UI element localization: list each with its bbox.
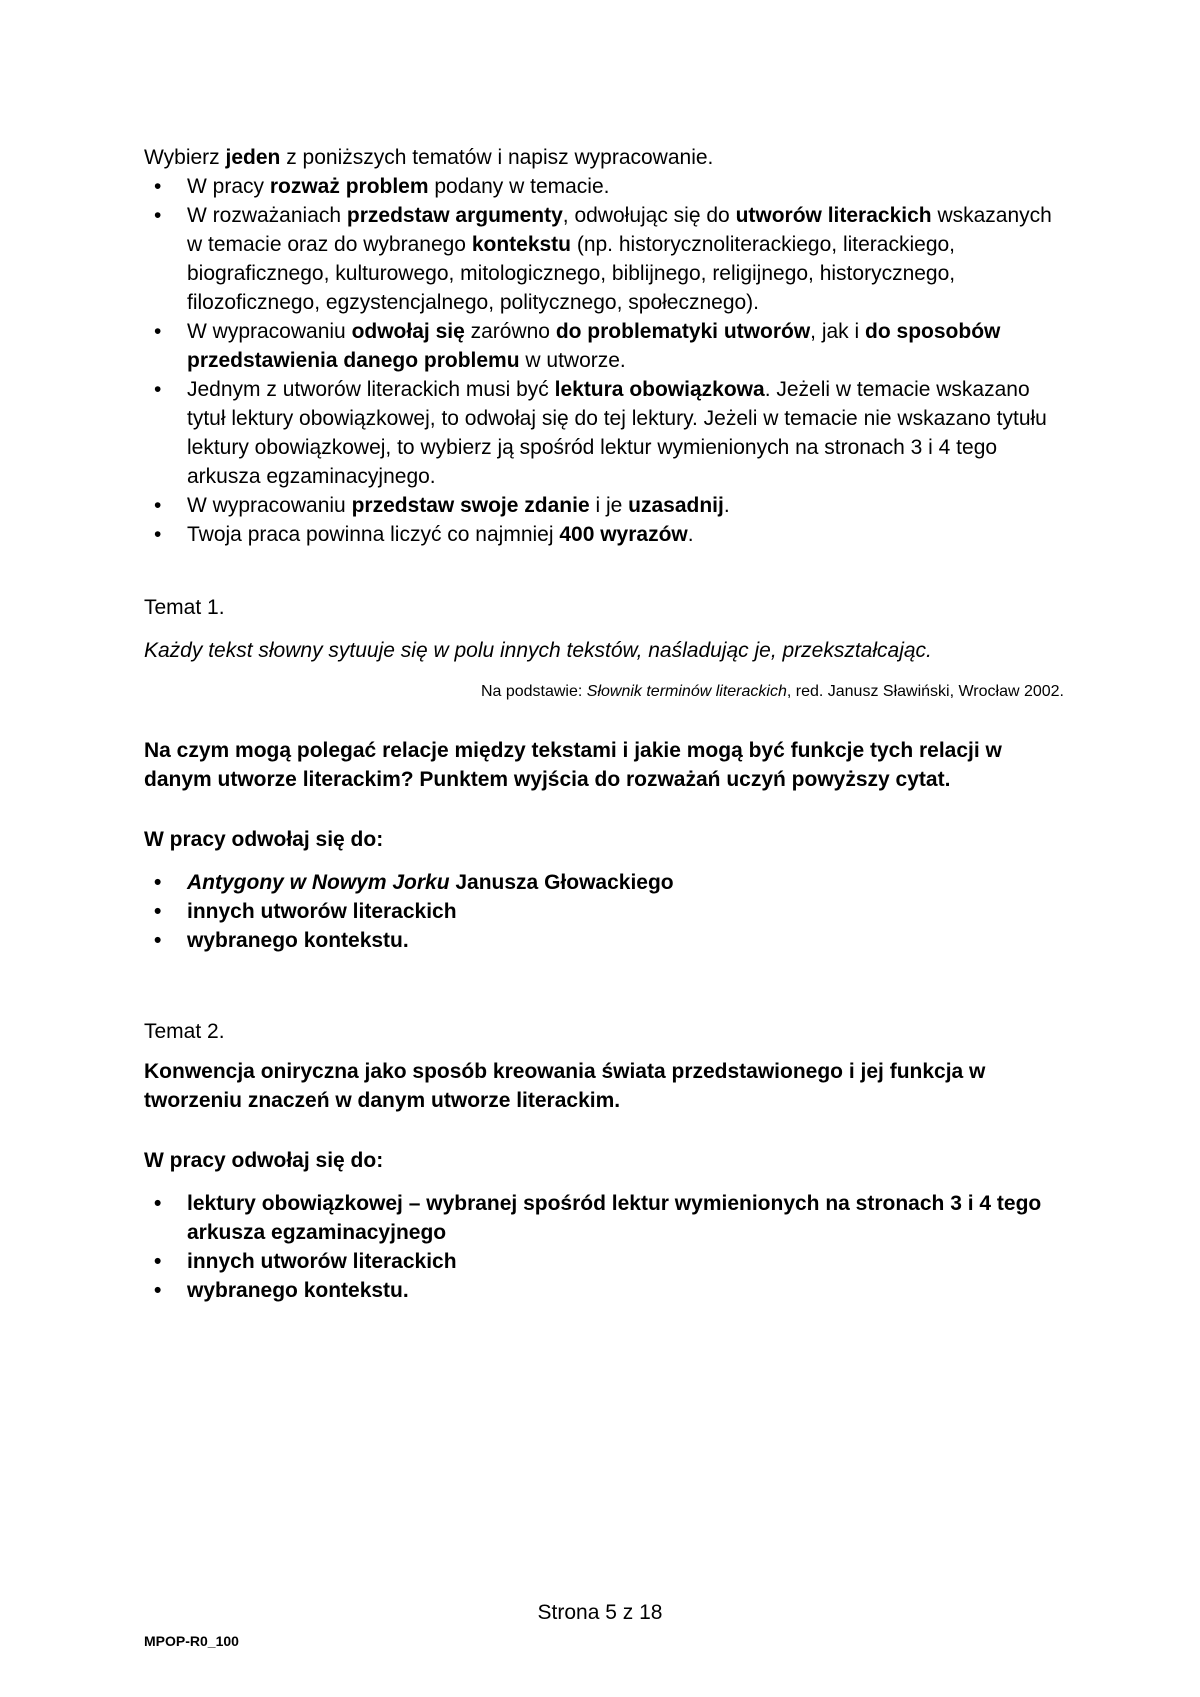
intro-emphasis: jeden bbox=[225, 146, 281, 169]
refer-item: • innych utworów literackich bbox=[144, 897, 1064, 926]
refer-item: • wybranego kontekstu. bbox=[144, 1276, 1064, 1305]
refer-item: • lektury obowiązkowej – wybranej spośród lektur wymienionych na stronach 3 i 4 tego arkusza egzaminacyjnego bbox=[144, 1189, 1064, 1247]
topic-1-question: Na czym mogą polegać relacje między tekstami i jakie mogą być funkcje tych relacji w danym utworze literackim? Punktem wyjścia do rozważań uczyń powyższy cytat. bbox=[144, 739, 1002, 791]
topic-1-quote: Każdy tekst słowny sytuuje się w polu innych tekstów, naśladując je, przekształcając. bbox=[144, 639, 932, 662]
instruction-item: • W pracy rozważ problem podany w temacie. bbox=[144, 172, 1064, 201]
page-number: Strona 5 z 18 bbox=[537, 1601, 663, 1624]
intro-text: Wybierz bbox=[144, 146, 226, 169]
instruction-item: • W wypracowaniu odwołaj się zarówno do problematyki utworów, jak i do sposobów przedstawienia danego problemu w utworze. bbox=[144, 317, 1064, 375]
instruction-item: • Twoja praca powinna liczyć co najmniej 400 wyrazów. bbox=[144, 520, 1064, 549]
instruction-item: • W rozważaniach przedstaw argumenty, odwołując się do utworów literackich wskazanych w temacie oraz do wybranego kontekstu (np. historycznoliterackiego, literackiego, biograficznego, kulturowego, mitologicznego, biblijnego, religijnego, historycznego, filozoficznego, egzystencjalnego, politycznego, społecznego). bbox=[144, 201, 1064, 317]
intro-text-end: z poniższych tematów i napisz wypracowanie. bbox=[280, 146, 714, 169]
refer-item: • wybranego kontekstu. bbox=[144, 926, 1064, 955]
instruction-item: • W wypracowaniu przedstaw swoje zdanie i je uzasadnij. bbox=[144, 491, 1064, 520]
instructions-list bbox=[144, 172, 1064, 549]
topic-1-label: Temat 1. bbox=[144, 596, 225, 619]
refer-item: • innych utworów literackich bbox=[144, 1247, 1064, 1276]
topic-2-refer-list bbox=[144, 1189, 1064, 1305]
refer-item: • Antygony w Nowym Jorku Janusza Głowackiego bbox=[144, 868, 1064, 897]
quote-source: Na podstawie: Słownik terminów literackich, red. Janusz Sławiński, Wrocław 2002. bbox=[480, 683, 1064, 700]
topic-2-question: Konwencja oniryczna jako sposób kreowania świata przedstawionego i jej funkcja w tworzeniu znaczeń w danym utworze literackim. bbox=[144, 1060, 986, 1112]
topic-2-refer-heading: W pracy odwołaj się do: bbox=[144, 1149, 384, 1172]
topic-1-refer-heading: W pracy odwołaj się do: bbox=[144, 828, 384, 851]
instruction-item: • Jednym z utworów literackich musi być lektura obowiązkowa. Jeżeli w temacie wskazano tytuł lektury obowiązkowej, to odwołaj się do tej lektury. Jeżeli w temacie nie wskazano tytułu lektury obowiązkowej, to wybierz ją spośród lektur wymienionych na stronach 3 i 4 tego arkusza egzaminacyjnego. bbox=[144, 375, 1064, 491]
topic-1-refer-list bbox=[144, 868, 1064, 955]
topic-2-label: Temat 2. bbox=[144, 1020, 225, 1043]
exam-code: MPOP-R0_100 bbox=[144, 1633, 239, 1649]
instructions-intro bbox=[144, 143, 1064, 172]
